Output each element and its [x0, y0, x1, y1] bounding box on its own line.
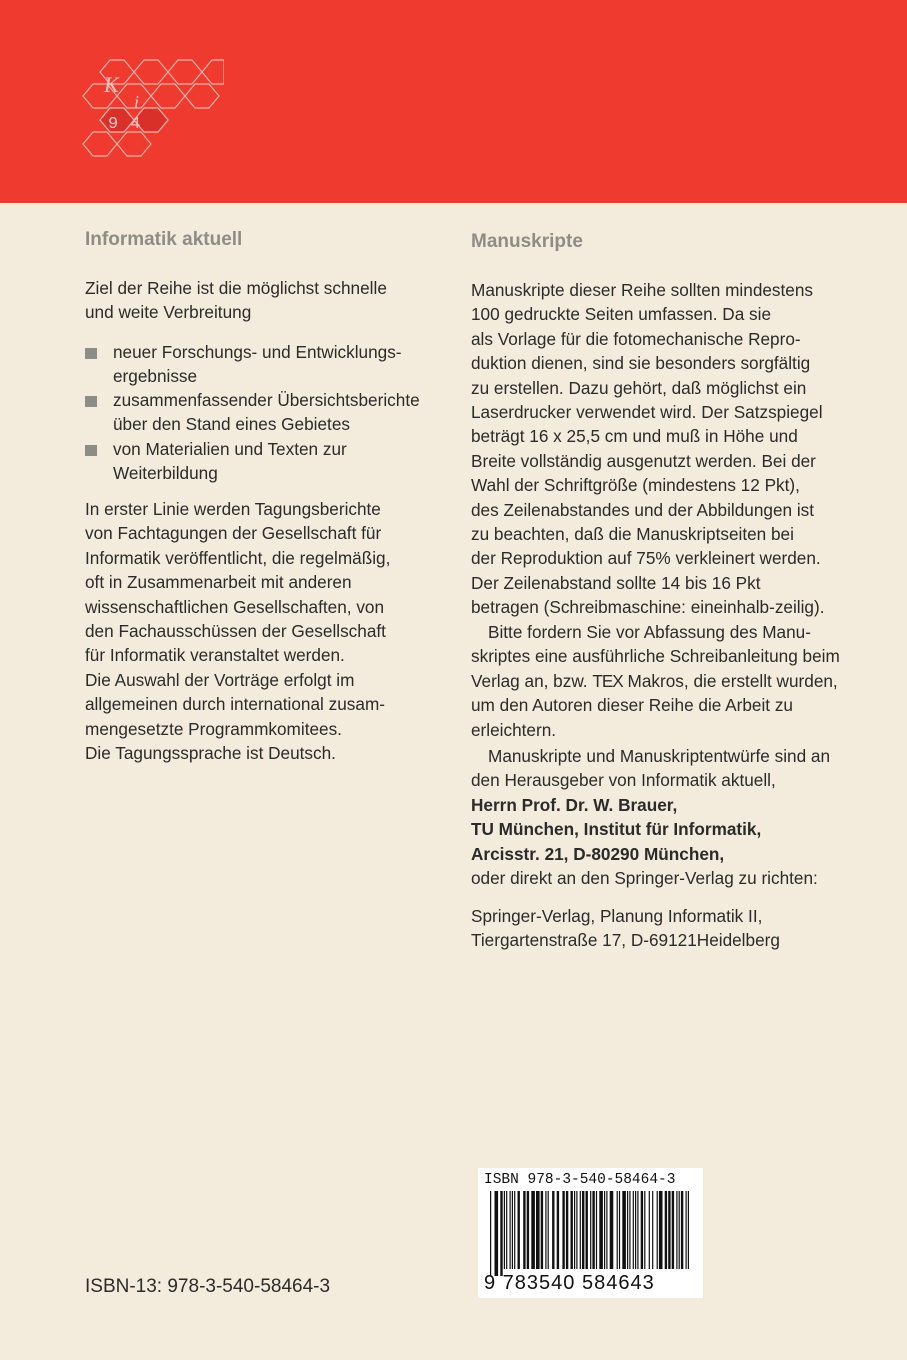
bullet-square-icon: [85, 445, 97, 456]
body-line: zu beachten, daß die Manuskriptseiten bei: [471, 524, 794, 545]
body-line: Manuskripte und Manuskriptentwürfe sind an: [488, 746, 831, 766]
body-line: betragen (Schreibmaschine: eineinhalb-zeilig).: [471, 597, 825, 618]
isbn-barcode: [478, 1168, 703, 1298]
barcode-bar: [659, 1191, 663, 1269]
body-line: zu erstellen. Dazu gehört, daß möglichst ein: [471, 377, 807, 398]
barcode-bar: [596, 1191, 597, 1269]
ki94-hexagon-logo: [74, 52, 224, 167]
barcode-bar: [627, 1191, 628, 1269]
barcode-bar: [500, 1191, 502, 1276]
barcode-bar: [641, 1191, 643, 1269]
barcode-bar: [629, 1191, 630, 1269]
barcode-bar: [574, 1191, 575, 1269]
barcode-bar: [672, 1191, 674, 1269]
right-paragraph-1: [471, 278, 871, 620]
right-heading: Manuskripte: [471, 231, 583, 252]
body-line: Manuskripte dieser Reihe sollten mindestens: [471, 280, 814, 300]
barcode-bar: [668, 1191, 670, 1269]
body-line: oder direkt an den Springer-Verlag zu richten:: [471, 868, 818, 889]
publisher-address: [471, 904, 871, 953]
bullet-line: zusammenfassender Übersichtsberichte: [113, 390, 420, 410]
body-line: Informatik veröffentlicht, die regelmäßig,: [85, 547, 391, 568]
hexagon-shape: [168, 60, 202, 84]
hexagon-shape: [185, 84, 219, 108]
hexagon-shape: [134, 60, 168, 84]
body-line: Der Zeilenabstand sollte 14 bis 16 Pkt: [471, 572, 761, 593]
body-line: von Fachtagungen der Gesellschaft für: [85, 523, 382, 544]
barcode-bar: [490, 1191, 491, 1276]
barcode-bar: [686, 1191, 687, 1269]
body-line: den Herausgeber von Informatik aktuell,: [471, 770, 776, 791]
body-line: als Vorlage für die fotomechanische Repro-: [471, 328, 801, 349]
barcode-bar: [506, 1191, 507, 1269]
barcode-digits: 9 783540 584643: [484, 1272, 655, 1294]
body-line: für Informatik veranstaltet werden.: [85, 645, 345, 666]
left-intro: [85, 276, 425, 325]
logo-year: 94: [108, 115, 153, 134]
barcode-bar: [635, 1191, 636, 1269]
hexagon-shape: [202, 60, 224, 84]
barcode-bar: [580, 1191, 581, 1269]
right-paragraph-3: [471, 744, 871, 890]
left-body: [85, 497, 425, 765]
barcode-bar: [604, 1191, 605, 1269]
barcode-bar: [665, 1191, 667, 1269]
body-line: Laserdrucker verwendet wird. Der Satzspiegel: [471, 402, 823, 423]
publisher-line: Springer-Verlag, Planung Informatik II,: [471, 906, 763, 926]
barcode-bar: [606, 1191, 607, 1269]
body-line: In erster Linie werden Tagungsberichte: [85, 499, 381, 519]
barcode-bar: [527, 1191, 529, 1269]
barcode-bar: [518, 1191, 520, 1269]
hexagon-shape: [117, 132, 151, 156]
body-line: Wahl der Schriftgröße (mindestens 12 Pkt),: [471, 475, 800, 496]
barcode-bar: [644, 1191, 645, 1269]
body-line: Die Auswahl der Vorträge erfolgt im: [85, 669, 355, 690]
barcode-bar: [548, 1191, 549, 1269]
barcode-bar: [510, 1191, 511, 1269]
editor-address-line: TU München, Institut für Informatik,: [471, 819, 762, 840]
hexagon-shape: [83, 132, 117, 156]
barcode-bar: [619, 1191, 620, 1269]
logo-letter-i: i: [134, 92, 140, 112]
barcode-bar: [679, 1191, 680, 1269]
barcode-bar: [571, 1191, 573, 1269]
body-line: duktion dienen, sind sie besonders sorgfältig: [471, 353, 811, 374]
body-line: Breite vollständig ausgenutzt werden. Bei der: [471, 450, 816, 471]
body-line: mengesetzte Programmkomitees.: [85, 718, 342, 739]
barcode-bar: [541, 1191, 543, 1269]
bullet-square-icon: [85, 348, 97, 359]
barcode-bar: [590, 1191, 591, 1269]
barcode-bar: [536, 1191, 540, 1269]
logo-letter-k: K: [104, 72, 119, 97]
barcode-bars: [486, 1191, 696, 1276]
barcode-bar: [599, 1191, 603, 1269]
bullet-line: Weiterbildung: [113, 463, 218, 484]
barcode-bar: [633, 1191, 634, 1269]
body-line: wissenschaftlichen Gesellschaften, von: [85, 596, 385, 617]
barcode-bar: [681, 1191, 683, 1269]
body-line: der Reproduktion auf 75% verkleinert werden.: [471, 548, 821, 569]
left-intro-line: und weite Verbreitung: [85, 302, 252, 323]
body-line: skriptes eine ausführliche Schreibanleitung beim: [471, 646, 840, 667]
body-line: 100 gedruckte Seiten umfassen. Da sie: [471, 304, 772, 325]
barcode-bar: [637, 1191, 638, 1269]
barcode-bar: [649, 1191, 650, 1269]
body-line: den Fachausschüssen der Gesellschaft: [85, 621, 386, 642]
barcode-bar: [617, 1191, 618, 1269]
barcode-bar: [688, 1191, 689, 1269]
barcode-bar: [576, 1191, 577, 1269]
publisher-line: Tiergartenstraße 17, D-69121Heidelberg: [471, 930, 780, 951]
tex-logo: TEX: [592, 670, 623, 691]
barcode-bar: [495, 1191, 499, 1276]
bullet-square-icon: [85, 396, 97, 407]
barcode-bar: [557, 1191, 559, 1269]
barcode-bar: [610, 1191, 614, 1269]
body-line: um den Autoren dieser Reihe die Arbeit zu: [471, 695, 793, 716]
editor-address-line: Arcisstr. 21, D-80290 München,: [471, 843, 725, 864]
body-line: Bitte fordern Sie vor Abfassung des Manu-: [488, 622, 811, 642]
barcode-bar: [566, 1191, 568, 1269]
body-line: erleichtern.: [471, 719, 557, 740]
bullet-line: neuer Forschungs- und Entwicklungs-: [113, 342, 402, 362]
barcode-bar: [514, 1191, 515, 1269]
barcode-top-text: ISBN 978-3-540-58464-3: [484, 1172, 676, 1188]
barcode-bar: [504, 1191, 505, 1269]
bullet-line: ergebnisse: [113, 366, 198, 387]
right-paragraph-2: [471, 620, 871, 742]
isbn-13-label: ISBN-13: 978-3-540-58464-3: [85, 1276, 331, 1297]
left-intro-line: Ziel der Reihe ist die möglichst schnelle: [85, 278, 387, 298]
hexagon-shape: [151, 84, 185, 108]
bullet-line: über den Stand eines Gebietes: [113, 414, 350, 435]
barcode-bar: [592, 1191, 594, 1269]
barcode-bar: [531, 1191, 535, 1269]
barcode-bar: [562, 1191, 564, 1269]
body-line: Verlag an, bzw.: [471, 670, 593, 691]
body-line: Makros, die erstellt wurden,: [622, 670, 838, 691]
barcode-bar: [652, 1191, 653, 1269]
barcode-bar: [523, 1191, 525, 1269]
editor-address-line: Herrn Prof. Dr. W. Brauer,: [471, 794, 678, 815]
left-heading: Informatik aktuell: [85, 229, 243, 250]
body-line: oft in Zusammenarbeit mit anderen: [85, 572, 352, 593]
bullet-line: von Materialien und Texten zur: [113, 439, 347, 459]
body-line: Die Tagungssprache ist Deutsch.: [85, 743, 336, 764]
barcode-bar: [676, 1191, 677, 1269]
barcode-bar: [545, 1191, 546, 1269]
body-line: allgemeinen durch international zusam-: [85, 694, 385, 715]
barcode-bar: [657, 1191, 658, 1269]
barcode-bar: [586, 1191, 588, 1269]
body-line: beträgt 16 x 25,5 cm und muß in Höhe und: [471, 426, 798, 447]
barcode-bar: [582, 1191, 584, 1269]
body-line: des Zeilenabstandes und der Abbildungen ist: [471, 499, 815, 520]
barcode-bar: [512, 1191, 513, 1269]
barcode-bar: [552, 1191, 554, 1269]
barcode-bar: [622, 1191, 626, 1269]
